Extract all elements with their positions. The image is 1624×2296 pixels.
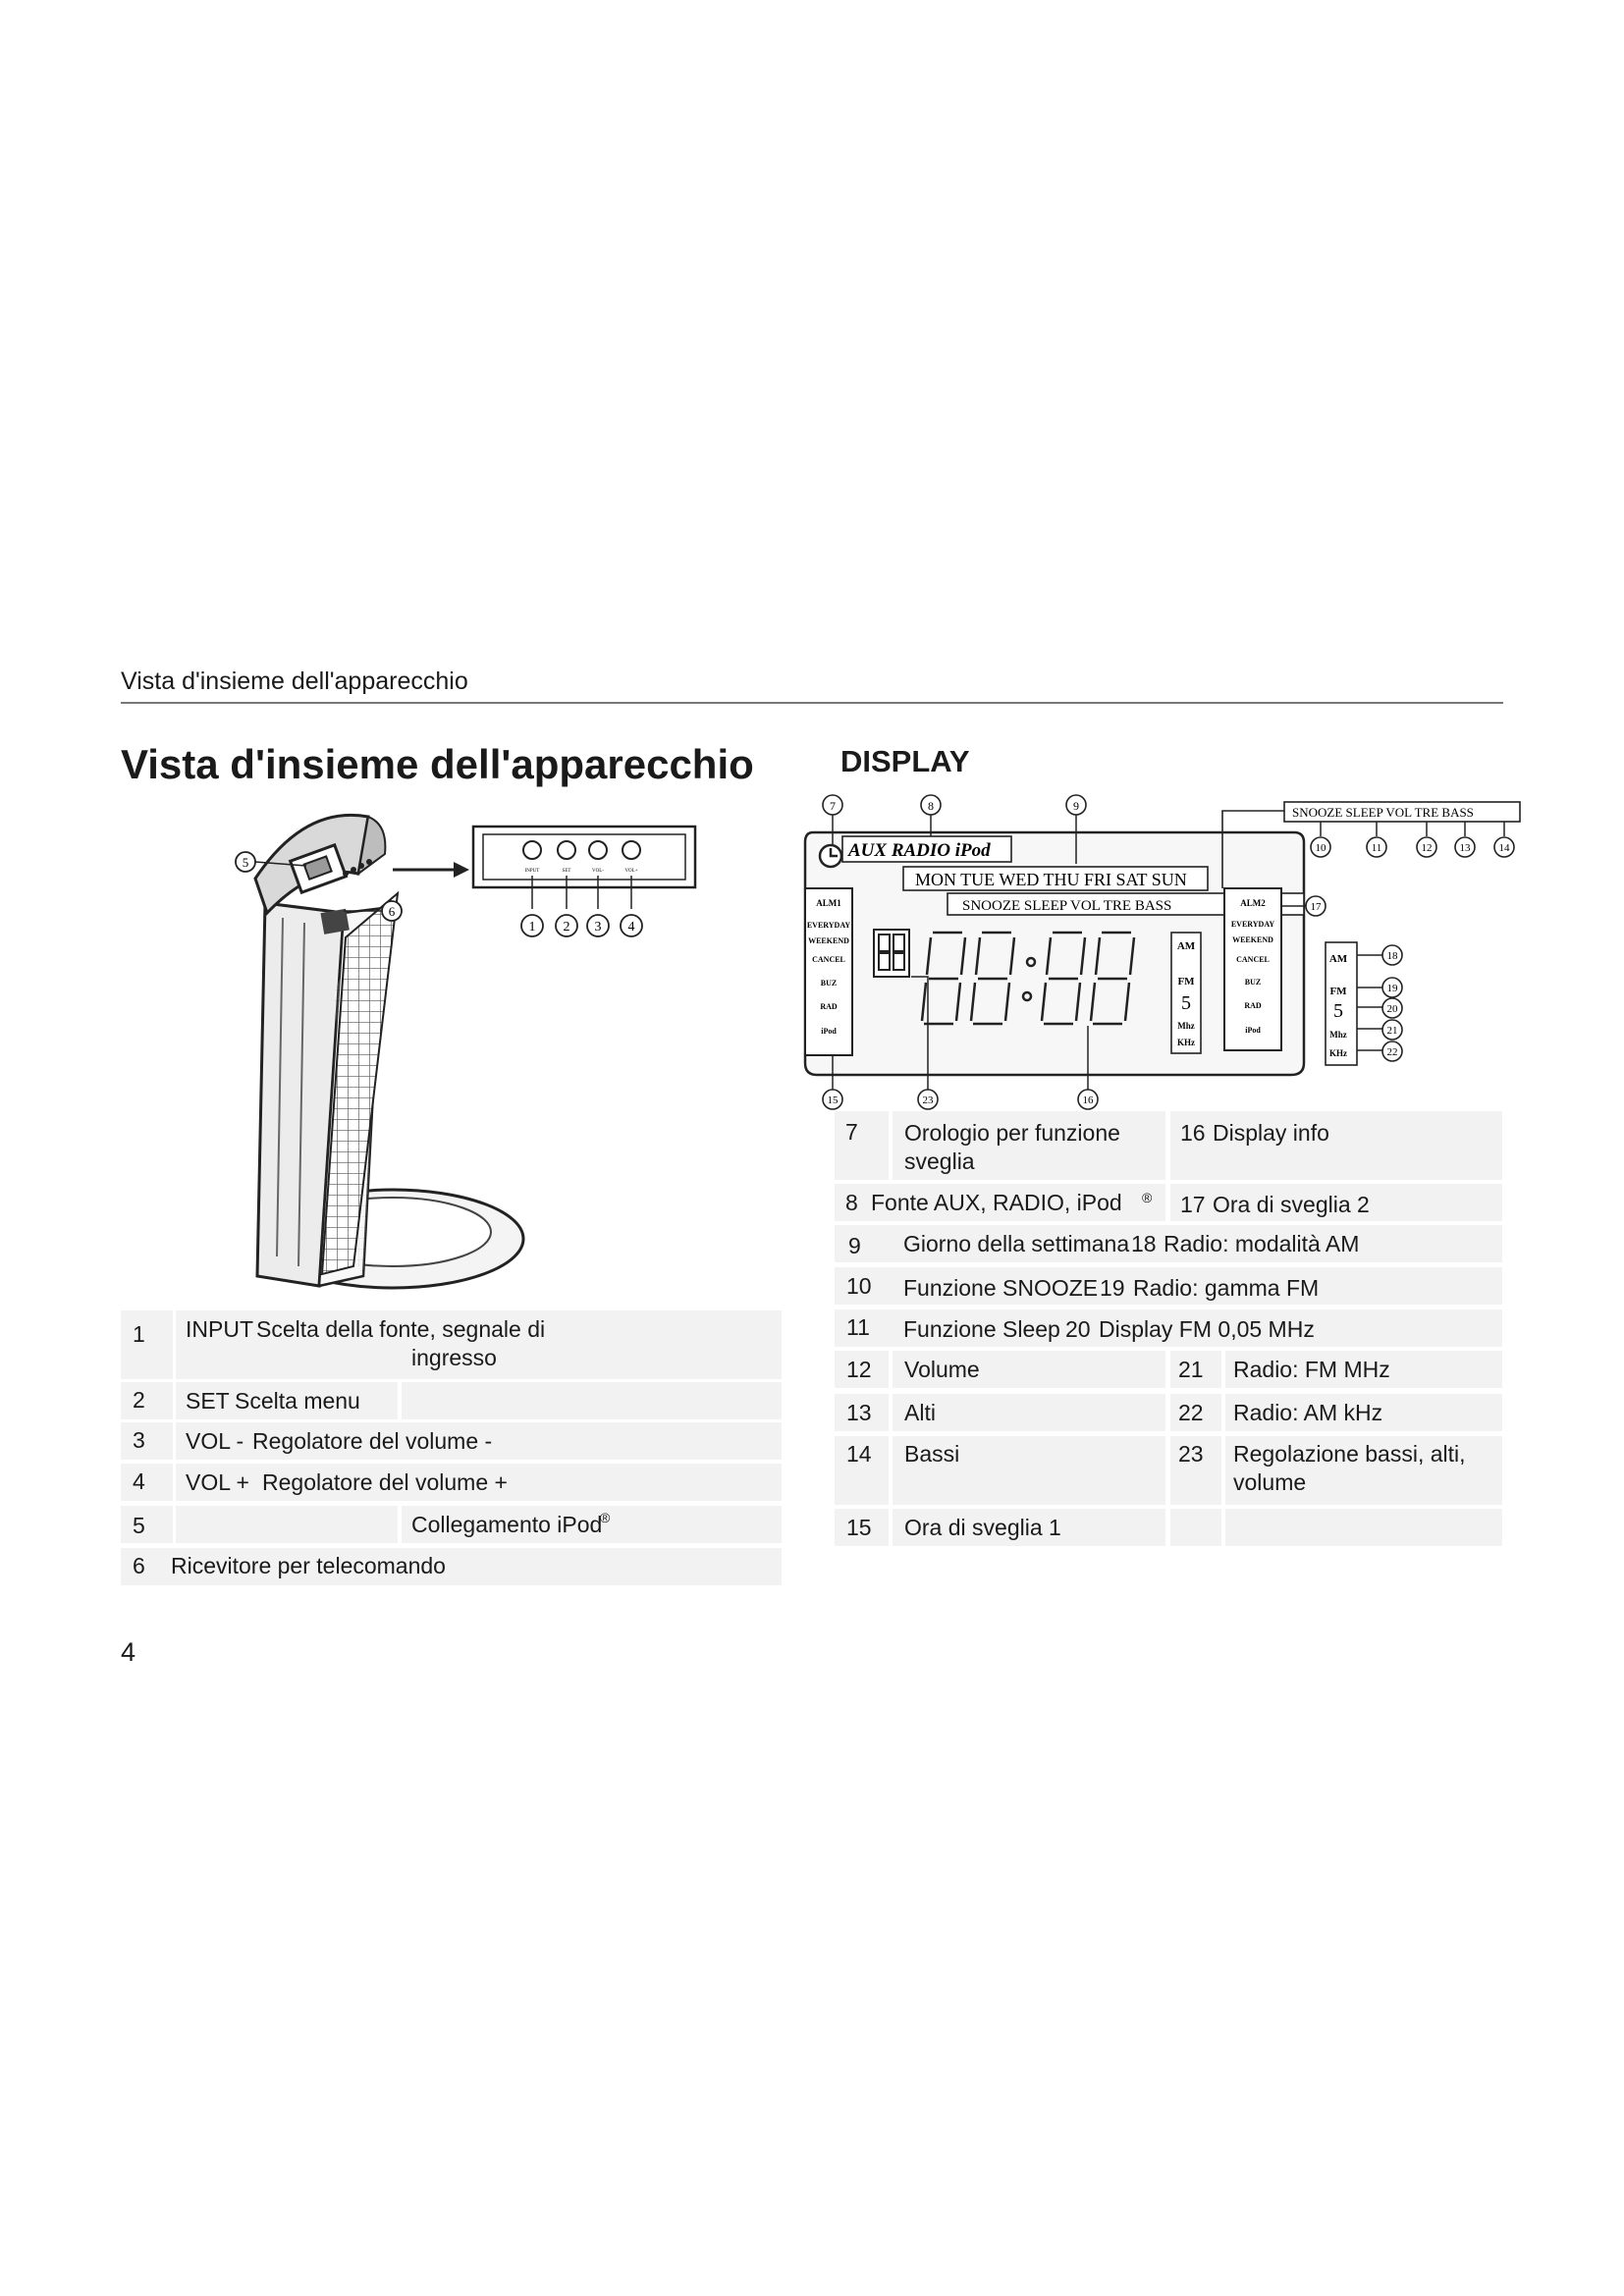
item-12-number: 12 <box>846 1357 872 1382</box>
band-indicator-right <box>1326 942 1357 1065</box>
table-right-row-7-rnum <box>1170 1394 1221 1431</box>
callout-17-label: 17 <box>1310 901 1322 913</box>
alarm2-box <box>1224 888 1281 1050</box>
row-2-term: SET <box>186 1388 230 1414</box>
item-13-description: Alti <box>904 1400 936 1425</box>
callout-10-label: 10 <box>1315 842 1326 854</box>
table-row-5-empty-cell <box>176 1506 398 1543</box>
alarm1-box <box>805 888 852 1055</box>
callout-19-label: 19 <box>1386 983 1398 994</box>
row-1-term: INPUT <box>186 1316 253 1342</box>
arrow-head <box>454 862 469 878</box>
callouts-1-4 <box>521 915 642 936</box>
table-right-row-8-rnum <box>1170 1436 1221 1505</box>
item-20-description: Display FM 0,05 MHz <box>1099 1316 1315 1342</box>
svg-text:ALM1: ALM1 <box>816 898 841 908</box>
item-11-number: 11 <box>846 1314 870 1340</box>
svg-text:iPod: iPod <box>821 1027 837 1036</box>
item-21-number: 21 <box>1178 1357 1204 1382</box>
callout-14-label: 14 <box>1498 842 1510 854</box>
callout-4-label: 4 <box>627 920 635 934</box>
callout-22-label: 22 <box>1386 1046 1398 1058</box>
item-10-number: 10 <box>846 1273 872 1299</box>
table-right-row-9-empty-2 <box>1225 1509 1502 1546</box>
row-4-term: VOL + <box>186 1469 249 1495</box>
callout-11-label: 11 <box>1371 842 1382 854</box>
item-16-number: 16 <box>1180 1120 1206 1146</box>
item-17-number: 17 <box>1180 1192 1206 1217</box>
display-title: DISPLAY <box>840 744 970 778</box>
row-4-description: Regolatore del volume + <box>262 1469 508 1495</box>
table-row-2-text-cell <box>176 1382 398 1419</box>
row-2-number: 2 <box>133 1387 145 1413</box>
svg-text:5: 5 <box>1333 1000 1343 1022</box>
table-right-row-1-num <box>835 1111 889 1180</box>
row-5-registered-mark: ® <box>600 1510 611 1525</box>
svg-text:BUZ: BUZ <box>820 979 838 988</box>
item-7-number: 7 <box>845 1119 858 1145</box>
callout-15-label: 15 <box>827 1095 839 1106</box>
table-row-1-text-cell <box>176 1310 782 1379</box>
callout-7-label: 7 <box>830 799 836 813</box>
item-7-description-cont: sveglia <box>904 1148 975 1174</box>
svg-text:CANCEL: CANCEL <box>1236 955 1270 964</box>
item-20-number: 20 <box>1065 1316 1091 1342</box>
callout-6-label: 6 <box>388 904 396 919</box>
table-right-row-6-text <box>893 1351 1165 1388</box>
table-right-row-8-num <box>835 1436 889 1505</box>
row-3-term: VOL - <box>186 1428 244 1454</box>
page-number: 4 <box>121 1637 136 1667</box>
table-right-row-1-text <box>893 1111 1165 1180</box>
item-18-description: Radio: modalità AM <box>1164 1231 1360 1256</box>
svg-text:CANCEL: CANCEL <box>812 955 845 964</box>
item-9-description: Giorno della settimana <box>903 1231 1130 1256</box>
table-row-4-num-cell <box>121 1464 173 1501</box>
table-right-row-7-num <box>835 1394 889 1431</box>
table-right-row-9-empty-1 <box>1170 1509 1221 1546</box>
item-12-description: Volume <box>904 1357 980 1382</box>
item-15-description: Ora di sveglia 1 <box>904 1515 1061 1540</box>
item-13-number: 13 <box>846 1400 872 1425</box>
item-17-description: Ora di sveglia 2 <box>1213 1192 1370 1217</box>
item-19-number: 19 <box>1100 1275 1125 1301</box>
table-right-row-3 <box>835 1225 1502 1262</box>
item-8-description: Fonte AUX, RADIO, iPod <box>871 1190 1122 1215</box>
row-6-description: Ricevitore per telecomando <box>171 1553 446 1578</box>
top-func-row: SNOOZE SLEEP VOL TRE BASS <box>1292 805 1474 820</box>
callout-20-label: 20 <box>1386 1003 1398 1015</box>
days-row: MON TUE WED THU FRI SAT SUN <box>915 870 1187 889</box>
row-6-number: 6 <box>133 1553 145 1578</box>
svg-text:WEEKEND: WEEKEND <box>808 936 849 945</box>
item-9-number: 9 <box>848 1233 861 1258</box>
table-right-row-7-text <box>893 1394 1165 1431</box>
svg-text:EVERYDAY: EVERYDAY <box>1230 920 1275 929</box>
table-right-row-6-rtext <box>1225 1351 1502 1388</box>
callout-12-label: 12 <box>1421 842 1433 854</box>
svg-text:iPod: iPod <box>1245 1026 1261 1035</box>
callout-23-label: 23 <box>922 1095 934 1106</box>
panel-label-vol-plus: VOL+ <box>624 869 638 874</box>
table-row-3-text-cell <box>176 1422 782 1460</box>
panel-label-vol-minus: VOL- <box>592 869 604 874</box>
svg-text:KHz: KHz <box>1177 1038 1195 1047</box>
item-19-description: Radio: gamma FM <box>1133 1275 1320 1301</box>
table-row-2-empty-cell <box>402 1382 782 1419</box>
lcd-display-diagram <box>795 785 1532 1119</box>
table-right-row-2-left <box>835 1184 1165 1221</box>
item-22-number: 22 <box>1178 1400 1204 1425</box>
svg-text:RAD: RAD <box>820 1002 838 1011</box>
table-right-row-1-right <box>1170 1111 1502 1180</box>
table-row-2-num-cell <box>121 1382 173 1419</box>
table-right-row-8-rtext <box>1225 1436 1502 1505</box>
item-8-registered-mark: ® <box>1142 1190 1153 1205</box>
item-23-description-cont: volume <box>1233 1469 1307 1495</box>
row-1-description: Scelta della fonte, segnale di <box>256 1316 546 1342</box>
svg-text:FM: FM <box>1329 986 1347 997</box>
table-right-row-9-num <box>835 1509 889 1546</box>
table-row-5-num-cell <box>121 1506 173 1543</box>
panel-label-input: INPUT <box>524 869 540 874</box>
table-right-row-7-rtext <box>1225 1394 1502 1431</box>
svg-text:FM: FM <box>1177 976 1195 988</box>
func-row: SNOOZE SLEEP VOL TRE BASS <box>962 898 1172 914</box>
page-title: Vista d'insieme dell'apparecchio <box>121 741 754 787</box>
row-1-description-cont: ingresso <box>411 1345 497 1370</box>
table-right-row-4 <box>835 1267 1502 1305</box>
alarm-clock-icon <box>820 845 841 867</box>
table-right-row-2-right <box>1170 1184 1502 1221</box>
panel-label-set: SET <box>562 869 571 874</box>
small-digits <box>874 930 909 977</box>
table-right-row-6-num <box>835 1351 889 1388</box>
table-right-row-6-rnum <box>1170 1351 1221 1388</box>
item-21-description: Radio: FM MHz <box>1233 1357 1390 1382</box>
callout-18-label: 18 <box>1386 950 1398 962</box>
row-2-description: Scelta menu <box>235 1388 360 1414</box>
item-14-number: 14 <box>846 1441 872 1467</box>
svg-text:KHz: KHz <box>1329 1048 1347 1058</box>
row-1-number: 1 <box>133 1321 145 1347</box>
table-right-row-8-text <box>893 1436 1165 1505</box>
item-7-description: Orologio per funzione <box>904 1120 1120 1146</box>
svg-text:RAD: RAD <box>1244 1001 1262 1010</box>
callout-8-label: 8 <box>928 799 934 813</box>
item-14-description: Bassi <box>904 1441 960 1467</box>
callout-5-label: 5 <box>242 855 249 870</box>
table-right-row-5 <box>835 1309 1502 1347</box>
callout-21-label: 21 <box>1386 1025 1398 1037</box>
callout-3-label: 3 <box>594 920 602 934</box>
callout-2-label: 2 <box>563 920 570 934</box>
item-16-description: Display info <box>1213 1120 1329 1146</box>
callout-16-label: 16 <box>1082 1095 1094 1106</box>
svg-text:BUZ: BUZ <box>1244 978 1262 987</box>
table-row-3-num-cell <box>121 1422 173 1460</box>
table-row-4-text-cell <box>176 1464 782 1501</box>
item-22-description: Radio: AM kHz <box>1233 1400 1383 1425</box>
callout-9-label: 9 <box>1073 799 1079 813</box>
item-11-description: Funzione Sleep <box>903 1316 1060 1342</box>
item-23-number: 23 <box>1178 1441 1204 1467</box>
source-row: AUX RADIO iPod <box>848 840 991 861</box>
callout-13-label: 13 <box>1459 842 1471 854</box>
table-right-row-9-text <box>893 1509 1165 1546</box>
table-row-1-num-cell <box>121 1310 173 1379</box>
row-5-description: Collegamento iPod <box>411 1512 603 1537</box>
svg-text:Mhz: Mhz <box>1329 1030 1347 1040</box>
svg-text:WEEKEND: WEEKEND <box>1232 935 1273 944</box>
svg-text:AM: AM <box>1176 940 1196 952</box>
band-indicator-mid <box>1171 933 1201 1053</box>
item-10-description: Funzione SNOOZE <box>903 1275 1099 1301</box>
row-4-number: 4 <box>133 1468 145 1494</box>
row-3-description: Regolatore del volume - <box>252 1428 493 1454</box>
header-rule <box>121 702 1503 704</box>
callout-1-label: 1 <box>528 920 536 934</box>
svg-text:EVERYDAY: EVERYDAY <box>806 921 851 930</box>
running-header: Vista d'insieme dell'apparecchio <box>121 667 468 695</box>
svg-text:Mhz: Mhz <box>1177 1021 1195 1031</box>
item-23-description: Regolazione bassi, alti, <box>1233 1441 1466 1467</box>
control-panel-inset <box>471 825 707 947</box>
row-5-number: 5 <box>133 1513 145 1538</box>
item-15-number: 15 <box>846 1515 872 1540</box>
svg-text:5: 5 <box>1181 992 1191 1014</box>
item-18-number: 18 <box>1131 1231 1157 1256</box>
table-row-5-text-cell <box>402 1506 782 1543</box>
row-3-number: 3 <box>133 1427 145 1453</box>
item-8-number: 8 <box>845 1190 858 1215</box>
svg-text:ALM2: ALM2 <box>1240 898 1266 908</box>
svg-text:AM: AM <box>1328 953 1348 965</box>
table-row-6-cell <box>121 1548 782 1585</box>
